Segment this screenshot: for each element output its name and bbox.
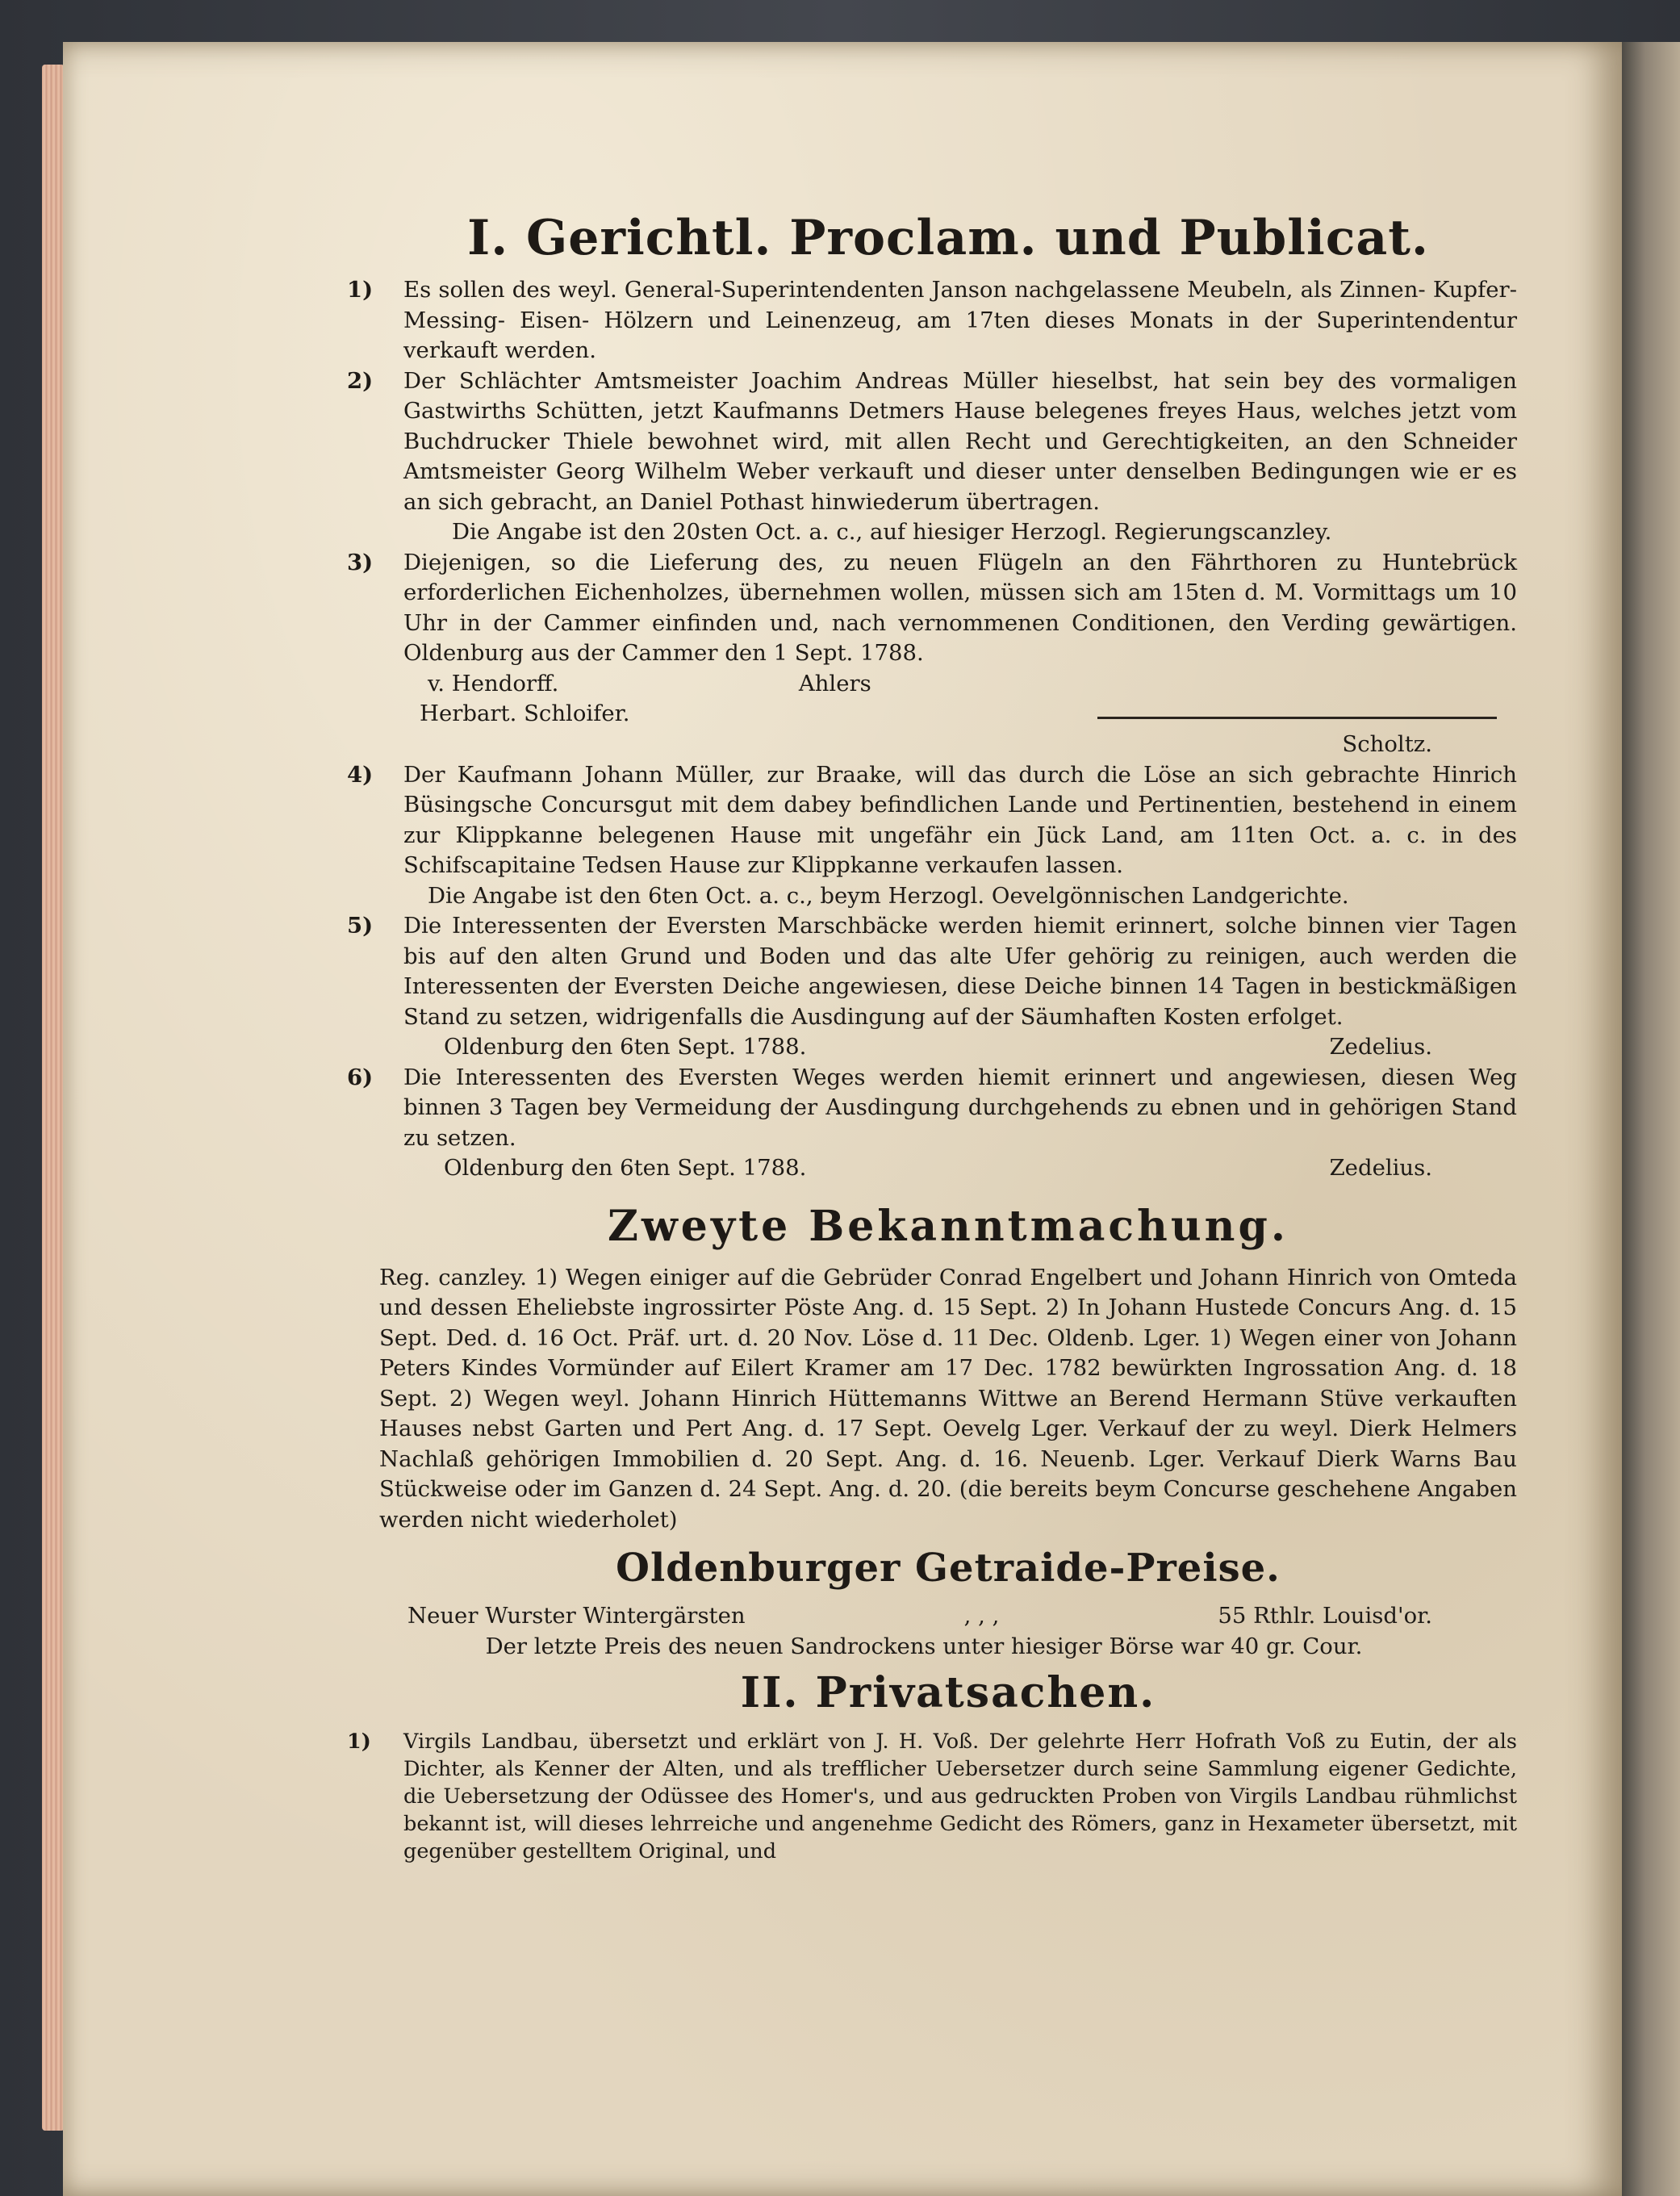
notice-text: Die Interessenten der Eversten Marschbäcke werden hiemit erinnert, solche binnen vier Tagen bis auf den alten Grund und Boden und das alte Ufer gehörig zu reinigen, auch werden die Interessenten der Eversten Deiche angewiesen, diese Deiche binnen 14 Tagen in bestickmäßigen Stand zu setzen, widrigenfalls die Ausdingung auf der Säumhaften Kosten erfolget.	[403, 913, 1517, 1030]
zweyte-text: Reg. canzley. 1) Wegen einiger auf die Gebrüder Conrad Engelbert und Johann Hinrich von Omteda und dessen Eheliebste ingrossirter Pöste Ang. d. 15 Sept. 2) In Johann Hustede Concurs Ang. d. 15 Sept. Ded. d. 16 Oct. Präf. urt. d. 20 Nov. Löse d. 11 Dec. Oldenb. Lger. 1) Wegen einer von Johann Peters Kindes Vormünder auf Eilert Kramer am 17 Dec. 1782 bewürkten Ingrossation Ang. d. 18 Sept. 2) Wegen weyl. Johann Hinrich Hüttemanns Wittwe an Berend Hermann Stüve verkauften Hauses nebst Garten und Pert Ang. d. 17 Sept. Oevelg Lger. Verkauf der zu weyl. Dierk Helmers Nachlaß gehörigen Immobilien d. 20 Sept. Ang. d. 16. Neuenb. Lger. Verkauf Dierk Warns Bau Stückweise oder im Ganzen d. 24 Sept. Ang. d. 20. (die bereits beym Concurse geschehene Angaben werden nicht wiederholet)	[379, 1264, 1517, 1533]
notice-4	[347, 760, 1517, 881]
notice-5	[347, 911, 1517, 1032]
notice-6	[347, 1063, 1517, 1154]
notice-3	[347, 548, 1517, 669]
private-notice-1	[347, 1728, 1517, 1865]
notice-2	[347, 366, 1517, 518]
notice-text: Der Kaufmann Johann Müller, zur Braake, will das durch die Löse an sich gebrachte Hinrich Büsingsche Concursgut mit dem dabey befindlichen Lande und Pertinentien, bestehend in einem zur Klippkanne belegenen Hause mit ungefähr ein Jück Land, am 11ten Oct. a. c. in des Schifscapitaine Tedsen Hause zur Klippkanne verkaufen lassen.	[403, 761, 1517, 878]
notice-text: Virgils Landbau, übersetzt und erklärt von J. H. Voß. Der gelehrte Herr Hofrath Voß zu Eutin, der als Dichter, als Kenner der Alten, und als trefflicher Uebersetzer durch seine Sammlung eigener Gedichte, die Uebersetzung der Odüssee des Homer's, und aus gedruckten Proben von Virgils Landbau rühmlichst bekannt ist, will dieses lehrreiche und angenehme Gedicht des Römers, ganz in Hexameter übersetzt, mit gegenüber gestelltem Original, und	[403, 1730, 1517, 1863]
notice-date: Oldenburg den 6ten Sept. 1788.	[444, 1034, 807, 1060]
section-heading-preise: Oldenburger Getraide-Preise.	[616, 1546, 1281, 1591]
price-row	[379, 1601, 1517, 1632]
notice-number: 4)	[347, 761, 374, 788]
notice-number: 1)	[347, 1730, 371, 1754]
notice-4-note: Die Angabe ist den 6ten Oct. a. c., beym Herzogl. Oevelgönnischen Landgerichte.	[428, 882, 1349, 909]
section-heading-privatsachen: II. Privatsachen.	[740, 1668, 1156, 1717]
page-content	[347, 206, 1517, 1865]
notice-number: 2)	[347, 367, 374, 394]
notice-1	[347, 275, 1517, 366]
price-dots: , , ,	[963, 1603, 1000, 1629]
notice-number: 5)	[347, 913, 374, 939]
notice-3-signatures-a	[379, 669, 1517, 700]
notice-place: Oldenburg aus der Cammer den 1 Sept. 1788.	[403, 640, 924, 666]
section-heading-proclam: I. Gerichtl. Proclam. und Publicat.	[467, 210, 1429, 266]
signature-scholtz: Scholtz.	[1342, 731, 1432, 757]
signature-zedelius: Zedelius.	[1329, 1155, 1432, 1181]
notice-date: Oldenburg den 6ten Sept. 1788.	[444, 1155, 807, 1181]
signature-hendorff: v. Hendorff.	[428, 670, 559, 696]
notice-number: 6)	[347, 1064, 374, 1090]
notice-text: Diejenigen, so die Lieferung des, zu neuen Flügeln an den Fährthoren zu Huntebrück erforderlichen Eichenholzes, übernehmen wollen, müssen sich am 15ten d. M. Vormittags um 10 Uhr in der Cammer einfinden und, nach vernommenen Conditionen, den Verding gewärtigen.	[403, 549, 1517, 636]
notice-number: 1)	[347, 277, 374, 303]
signature-ahlers: Ahlers	[798, 670, 871, 696]
price-note: Der letzte Preis des neuen Sandrockens unter hiesiger Börse war 40 gr. Cour.	[485, 1633, 1363, 1659]
book-gutter	[1622, 42, 1680, 2196]
section-heading-zweyte: Zweyte Bekanntmachung.	[608, 1201, 1289, 1251]
notice-6-dateline	[379, 1153, 1517, 1184]
price-value: 55 Rthlr. Louisd'or.	[1218, 1603, 1432, 1629]
horizontal-rule	[1097, 717, 1497, 722]
notice-5-dateline	[379, 1032, 1517, 1063]
notice-number: 3)	[347, 549, 374, 575]
page-edges	[42, 65, 65, 2131]
notice-3-signatures-b	[379, 699, 1517, 730]
notice-text: Die Interessenten des Eversten Weges werden hiemit erinnert und angewiesen, diesen Weg binnen 3 Tagen bey Vermeidung der Ausdingung durchgehends zu ebnen und in gehörigen Stand zu setzen.	[403, 1064, 1517, 1151]
notice-text: Der Schlächter Amtsmeister Joachim Andreas Müller hieselbst, hat sein bey des vormaligen Gastwirths Schütten, jetzt Kaufmanns Detmers Hause belegenes freyes Haus, welches jetzt vom Buchdrucker Thiele bewohnet wird, mit allen Recht und Gerechtigkeiten, an den Schneider Amtsmeister Georg Wilhelm Weber verkauft und dieser unter denselben Bedingungen wie er es an sich gebracht, an Daniel Pothast hinwiederum übertragen.	[403, 367, 1517, 515]
signature-herbart: Herbart.	[420, 701, 517, 726]
notice-text: Es sollen des weyl. General-Superintendenten Janson nachgelassene Meubeln, als Zinnen- Kupfer- Messing- Eisen- Hölzern und Leinenzeug, am 17ten dieses Monats in der Superintendentur verkauft werden.	[403, 277, 1517, 363]
signature-zedelius: Zedelius.	[1329, 1034, 1432, 1060]
price-label: Neuer Wurster Wintergärsten	[407, 1603, 746, 1629]
notice-2-note: Die Angabe ist den 20sten Oct. a. c., auf hiesiger Herzogl. Regierungscanzley.	[452, 519, 1332, 545]
signature-schloifer: Schloifer.	[524, 701, 630, 726]
